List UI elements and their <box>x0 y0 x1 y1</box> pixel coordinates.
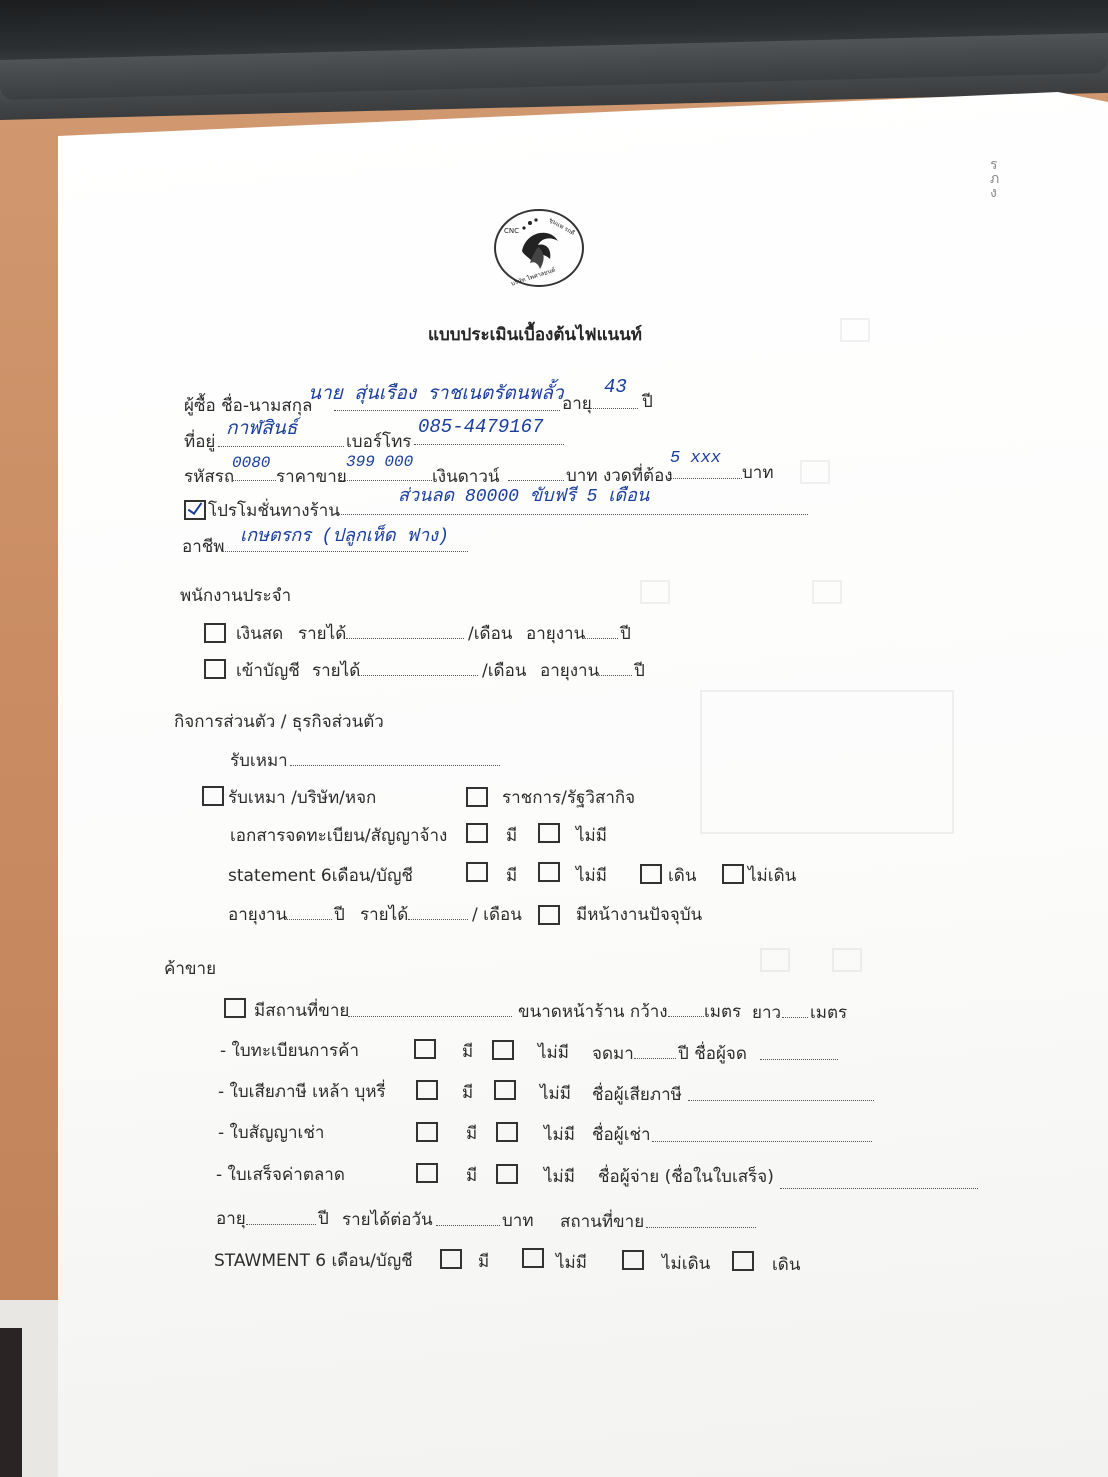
storefront-length-label: ยาว <box>752 1003 782 1023</box>
age-line <box>590 408 638 409</box>
employee-bank-label: เข้าบัญชี <box>236 661 300 681</box>
trade-lease-have-label: มี <box>466 1124 478 1144</box>
business-contract-line <box>290 765 500 766</box>
installment-baht-label: บาท <box>742 463 774 483</box>
car-code-value[interactable]: 0080 <box>232 454 271 472</box>
trade-age-label: อายุ <box>216 1209 246 1229</box>
employee-cash-per-month: /เดือน <box>468 624 513 644</box>
trade-tax-name-line <box>688 1100 874 1101</box>
phone-value[interactable]: 085-4479167 <box>418 416 544 438</box>
stawment-have-not-label: ไม่มี <box>556 1253 587 1273</box>
cnc-phoenix-logo-icon <box>492 207 586 289</box>
docs-label: เอกสารจดทะเบียน/สัญญาจ้าง <box>230 826 448 846</box>
show-through-mark <box>812 580 842 604</box>
employee-cash-tenure-line <box>582 638 618 639</box>
stawment-have-not-checkbox[interactable] <box>522 1248 544 1268</box>
installment-value[interactable]: 5 xxx <box>670 449 722 468</box>
occupation-line <box>222 551 468 552</box>
docs-have-checkbox[interactable] <box>466 823 488 843</box>
business-tenure-line <box>284 919 332 920</box>
trade-tax-have-label: มี <box>462 1083 474 1103</box>
occupation-label: อาชีพ <box>182 537 225 557</box>
business-contract-label: รับเหมา <box>230 751 288 771</box>
employee-cash-label: เงินสด <box>236 624 284 644</box>
statement-label: statement 6เดือน/บัญชี <box>228 866 413 886</box>
show-through-mark <box>832 948 862 972</box>
stawment-move-checkbox[interactable] <box>732 1251 754 1271</box>
business-heading: กิจการส่วนตัว / ธุรกิจส่วนตัว <box>174 712 384 732</box>
trade-lease-name-line <box>652 1141 872 1142</box>
trade-location-checkbox[interactable] <box>224 998 246 1018</box>
trade-reg-year-label: ปี ชื่อผู้จด <box>678 1044 747 1064</box>
trade-lease-have-not-checkbox[interactable] <box>496 1122 518 1142</box>
installment-line <box>668 478 742 479</box>
address-value[interactable]: กาฬสินธ์ <box>226 418 298 440</box>
trade-market-have-not-checkbox[interactable] <box>496 1164 518 1184</box>
price-label: ราคาขาย <box>276 467 347 487</box>
government-checkbox[interactable] <box>466 787 488 807</box>
employee-cash-tenure-label: อายุงาน <box>526 624 586 644</box>
buyer-label: ผู้ซื้อ ชื่อ-นามสกุล <box>184 396 313 416</box>
trade-location-line <box>348 1016 512 1017</box>
price-value[interactable]: 399 000 <box>346 453 414 471</box>
trade-market-have-checkbox[interactable] <box>416 1163 438 1183</box>
employee-bank-year-label: ปี <box>634 661 645 681</box>
show-through-table <box>700 690 954 834</box>
age-year-label: ปี <box>642 392 653 412</box>
statement-have-not-label: ไม่มี <box>576 866 607 886</box>
trade-place-line <box>646 1227 756 1228</box>
current-job-checkbox[interactable] <box>538 905 560 925</box>
address-line <box>218 446 344 447</box>
show-through-mark <box>640 580 670 604</box>
trade-heading: ค้าขาย <box>164 959 217 979</box>
trade-tax-label: - ใบเสียภาษี เหล้า บุหรี่ <box>218 1082 386 1102</box>
business-income-label: รายได้ <box>360 905 409 925</box>
promotion-line <box>338 514 808 515</box>
promotion-label: โปรโมชั่นทางร้าน <box>208 501 340 521</box>
storefront-label: ขนาดหน้าร้าน กว้าง <box>518 1002 668 1022</box>
stawment-move-label: เดิน <box>772 1255 801 1275</box>
employee-cash-checkbox[interactable] <box>204 623 226 643</box>
phone-line <box>414 444 564 445</box>
logo-bottom-text: บริษัท ไพศาลยนต์ <box>510 266 557 288</box>
trade-location-label: มีสถานที่ขาย <box>254 1001 350 1021</box>
trade-lease-have-not-label: ไม่มี <box>544 1125 575 1145</box>
trade-reg-have-not-label: ไม่มี <box>538 1043 569 1063</box>
statement-not-move-checkbox[interactable] <box>722 864 744 884</box>
car-code-line <box>232 480 276 481</box>
down-payment-label: เงินดาวน์ <box>432 467 500 487</box>
current-job-label: มีหน้างานปัจจุบัน <box>576 905 703 925</box>
business-year-label: ปี <box>334 905 345 925</box>
logo-top-text: ชุมแพ รถดี <box>547 216 576 237</box>
contractor-label: รับเหมา /บริษัท/หจก <box>228 788 377 808</box>
contractor-checkbox[interactable] <box>202 786 224 806</box>
trade-tax-have-checkbox[interactable] <box>416 1080 438 1100</box>
stawment-not-move-checkbox[interactable] <box>622 1250 644 1270</box>
price-line <box>340 480 432 481</box>
docs-have-not-checkbox[interactable] <box>538 823 560 843</box>
down-payment-line <box>508 480 564 481</box>
business-per-month: / เดือน <box>472 905 522 925</box>
employee-bank-per-month: /เดือน <box>482 661 527 681</box>
trade-baht-label: บาท <box>502 1211 534 1231</box>
logo-cnc-text: CNC <box>504 227 520 235</box>
trade-age-line <box>246 1224 316 1225</box>
statement-have-checkbox[interactable] <box>466 862 488 882</box>
address-label: ที่อยู่ <box>184 432 216 452</box>
trade-tax-name-label: ชื่อผู้เสียภาษี <box>592 1085 682 1105</box>
employee-bank-tenure-label: อายุงาน <box>540 661 600 681</box>
statement-have-not-checkbox[interactable] <box>538 862 560 882</box>
occupation-value[interactable]: เกษตรกร (ปลูกเห็ด ฟาง) <box>240 527 449 547</box>
business-tenure-label: อายุงาน <box>228 905 288 925</box>
trade-market-have-not-label: ไม่มี <box>544 1167 575 1187</box>
storefront-meter1: เมตร <box>704 1002 742 1022</box>
age-value[interactable]: 43 <box>604 376 627 398</box>
buyer-name-value[interactable]: นาย สุ่นเรือง ราชเนตรัตนพลั้ว <box>308 383 564 405</box>
trade-reg-name-line <box>760 1059 838 1060</box>
phone-label: เบอร์โทร <box>346 432 412 452</box>
statement-have-label: มี <box>506 866 518 886</box>
trade-lease-name-label: ชื่อผู้เช่า <box>592 1125 651 1145</box>
statement-not-move-label: ไม่เดิน <box>748 866 797 886</box>
trade-tax-have-not-label: ไม่มี <box>540 1084 571 1104</box>
stawment-have-label: มี <box>478 1252 490 1272</box>
show-through-mark <box>840 318 870 342</box>
form-title: แบบประเมินเบื้องต้นไฟแนนท์ <box>428 325 642 345</box>
show-through-mark <box>760 948 790 972</box>
trade-daily-income-label: รายได้ต่อวัน <box>342 1210 433 1230</box>
trade-tax-have-not-checkbox[interactable] <box>494 1080 516 1100</box>
trade-reg-have-checkbox[interactable] <box>414 1039 436 1059</box>
trade-reg-have-label: มี <box>462 1042 474 1062</box>
storefront-meter2: เมตร <box>810 1003 848 1023</box>
docs-have-not-label: ไม่มี <box>576 826 607 846</box>
docs-have-label: มี <box>506 826 518 846</box>
trade-market-label: - ใบเสร็จค่าตลาด <box>216 1165 345 1185</box>
employee-bank-income-line <box>358 675 478 676</box>
trade-reg-label: - ใบทะเบียนการค้า <box>220 1041 360 1061</box>
trade-reg-since-line <box>634 1058 676 1059</box>
employee-heading: พนักงานประจำ <box>180 586 292 606</box>
company-logo <box>492 207 586 289</box>
trade-market-name-line <box>780 1188 978 1189</box>
stawment-label: STAWMENT 6 เดือน/บัญชี <box>214 1251 413 1271</box>
employee-cash-income-label: รายได้ <box>298 624 347 644</box>
trade-lease-have-checkbox[interactable] <box>416 1122 438 1142</box>
corner-stamp-mark: ร ภ ง <box>990 157 1000 201</box>
government-label: ราชการ/รัฐวิสากิจ <box>502 788 636 808</box>
stawment-not-move-label: ไม่เดิน <box>662 1254 711 1274</box>
employee-cash-income-line <box>346 638 464 639</box>
show-through-mark <box>800 460 830 484</box>
promotion-checkbox[interactable] <box>184 500 206 520</box>
employee-bank-checkbox[interactable] <box>204 659 226 679</box>
storefront-width-line <box>668 1016 704 1017</box>
statement-move-checkbox[interactable] <box>640 864 662 884</box>
employee-bank-income-label: รายได้ <box>312 661 361 681</box>
business-income-line <box>408 919 468 920</box>
trade-year-label: ปี <box>318 1209 329 1229</box>
employee-bank-tenure-line <box>596 675 632 676</box>
stawment-have-checkbox[interactable] <box>440 1249 462 1269</box>
age-label: อายุ <box>562 394 592 414</box>
statement-move-label: เดิน <box>668 866 697 886</box>
trade-place-label: สถานที่ขาย <box>560 1212 645 1232</box>
trade-reg-have-not-checkbox[interactable] <box>492 1040 514 1060</box>
trade-daily-income-line <box>436 1225 500 1226</box>
dark-edge <box>0 1328 22 1477</box>
trade-market-name-label: ชื่อผู้จ่าย (ชื่อในใบเสร็จ) <box>598 1167 774 1187</box>
storefront-length-line <box>782 1017 808 1018</box>
installment-label: บาท งวดที่ต้อง <box>566 466 673 486</box>
buyer-name-line <box>334 410 560 411</box>
car-code-label: รหัสรถ <box>184 467 235 487</box>
trade-reg-since-label: จดมา <box>592 1044 634 1064</box>
trade-lease-label: - ใบสัญญาเช่า <box>218 1123 325 1143</box>
promotion-value[interactable]: ส่วนลด 80000 ขับฟรี 5 เดือน <box>398 487 650 507</box>
employee-cash-year-label: ปี <box>620 624 631 644</box>
trade-market-have-label: มี <box>466 1166 478 1186</box>
